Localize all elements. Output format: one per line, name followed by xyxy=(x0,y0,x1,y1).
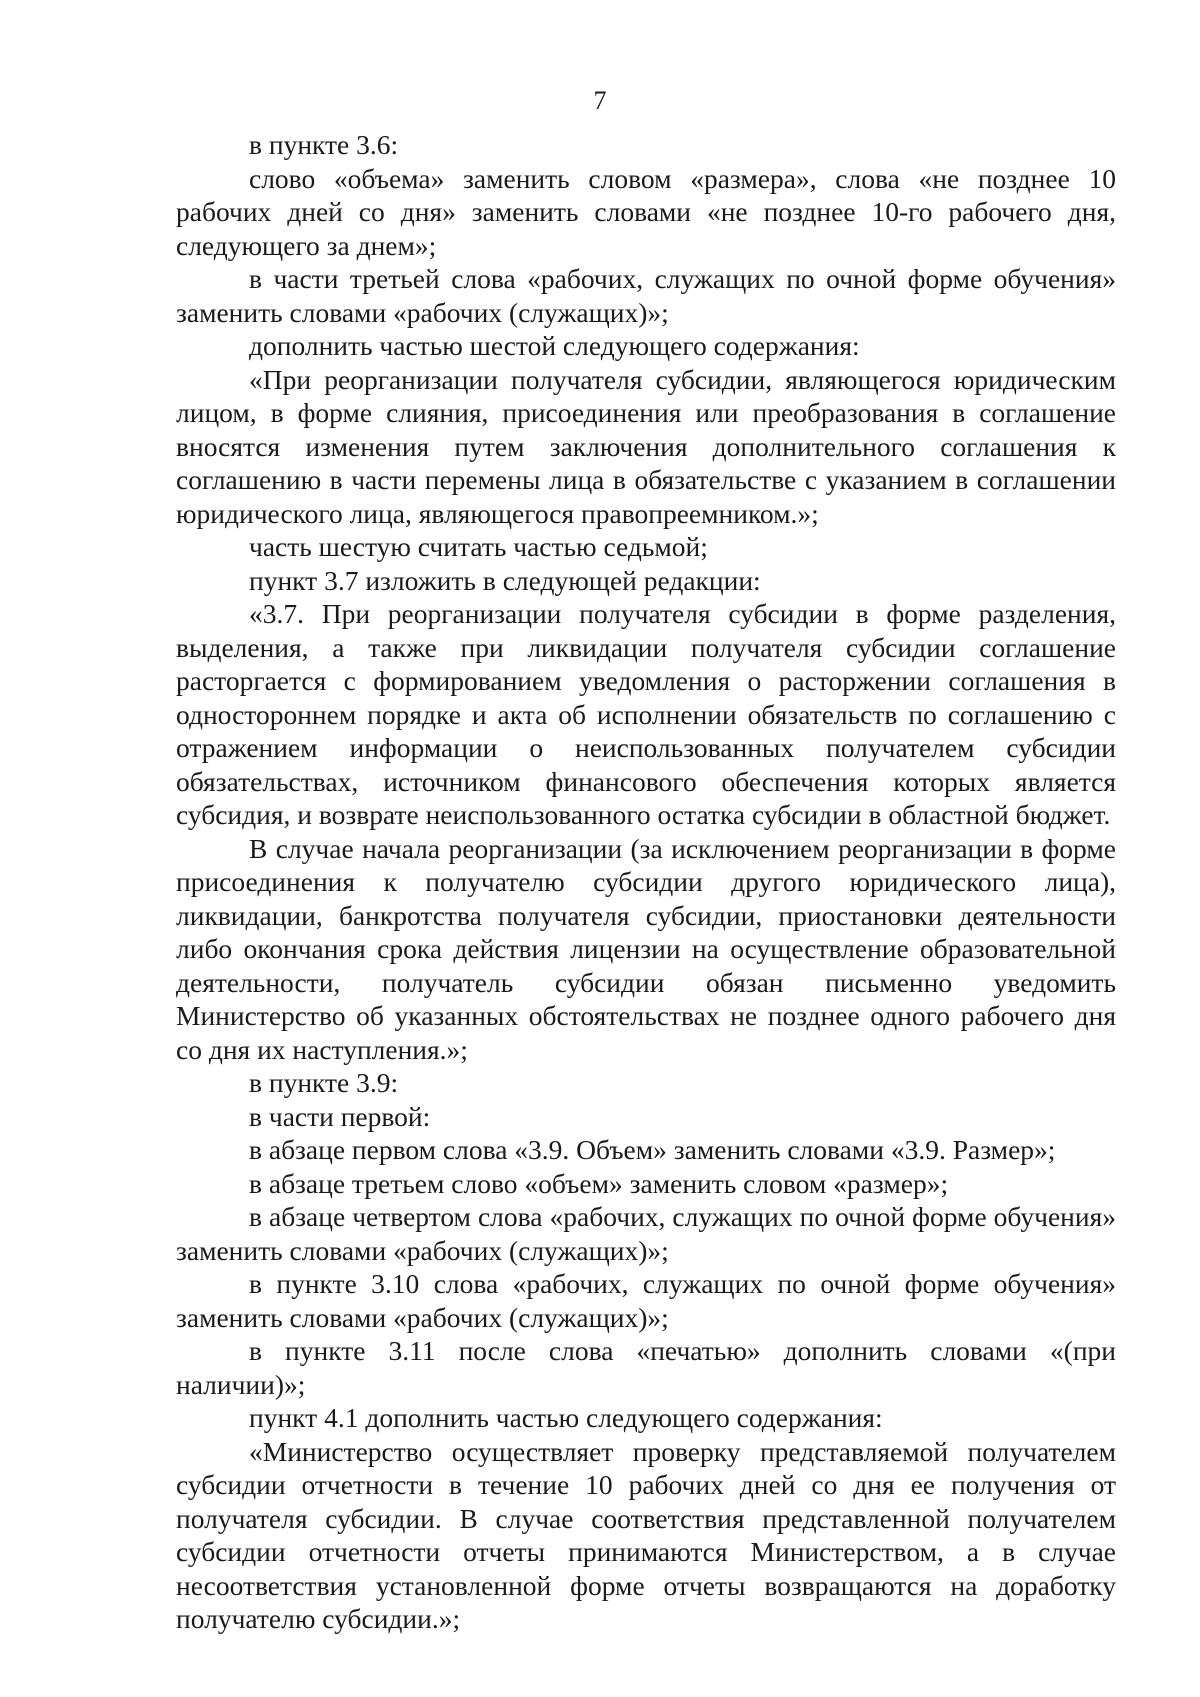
paragraph: «3.7. При реорганизации получателя субсидии в форме разделения, выделения, а также при ликвидации получателя субсидии соглашение расторгается с формированием уведомления о расторжении соглашения в одностороннем порядке и акта об исполнении обязательств по соглашению с отражением информации о неиспользованных получателем субсидии обязательствах, источником финансового обеспечения которых является субсидия, и возврате неиспользованного остатка субсидии в областной бюджет. xyxy=(176,598,1116,830)
paragraph: дополнить частью шестой следующего содержания: xyxy=(249,330,860,361)
paragraph: в пункте 3.11 после слова «печатью» дополнить словами «(при наличии)»; xyxy=(176,1335,1116,1400)
paragraph: пункт 3.7 изложить в следующей редакции: xyxy=(249,564,761,596)
paragraph: в пункте 3.6: xyxy=(249,129,399,160)
paragraph: в абзаце четвертом слова «рабочих, служащих по очной форме обучения» заменить словами «рабочих (служащих)»; xyxy=(176,1201,1116,1266)
paragraph: «Министерство осуществляет проверку представляемой получателем субсидии отчетности в течение 10 рабочих дней со дня ее получения от получателя субсидии. В случае соответствия представленной получателем субсидии отчетности отчеты принимаются Министерством, а в случае несоответствия установленной форме отчеты возвращаются на доработку получателю субсидии.»; xyxy=(176,1435,1116,1634)
paragraph: В случае начала реорганизации (за исключением реорганизации в форме присоединения к получателю субсидии другого юридического лица), ликвидации, банкротства получателя субсидии, приостановки деятельности либо окончания срока действия лицензии на осуществление образовательной деятельности, получатель субсидии обязан письменно уведомить Министерство об указанных обстоятельствах не позднее одного рабочего дня со дня их наступления.»; xyxy=(176,832,1116,1065)
paragraph: в части первой: xyxy=(249,1100,431,1132)
paragraph: часть шестую считать частью седьмой; xyxy=(249,531,708,562)
paragraph: в абзаце первом слова «3.9. Объем» заменить словами «3.9. Размер»; xyxy=(249,1134,1056,1165)
paragraph: в пункте 3.9: xyxy=(249,1067,399,1098)
paragraph: пункт 4.1 дополнить частью следующего содержания: xyxy=(249,1402,883,1433)
paragraph: слово «объема» заменить словом «размера», слова «не позднее 10 рабочих дней со дня» заменить словами «не позднее 10-го рабочего дня, следующего за днем»; xyxy=(176,162,1116,261)
paragraph: «При реорганизации получателя субсидии, являющегося юридическим лицом, в форме слияния, присоединения или преобразования в соглашение вносятся изменения путем заключения дополнительного соглашения к соглашению в части перемены лица в обязательстве с указанием в соглашении юридического лица, являющегося правопреемником.»; xyxy=(176,363,1116,529)
paragraph: в абзаце третьем слово «объем» заменить словом «размер»; xyxy=(249,1167,949,1199)
document-body xyxy=(176,128,1116,1636)
paragraph: в части третьей слова «рабочих, служащих по очной форме обучения» заменить словами «рабочих (служащих)»; xyxy=(176,263,1116,328)
page-number: 7 xyxy=(593,86,607,115)
paragraph: в пункте 3.10 слова «рабочих, служащих по очной форме обучения» заменить словами «рабочих (служащих)»; xyxy=(176,1268,1116,1333)
